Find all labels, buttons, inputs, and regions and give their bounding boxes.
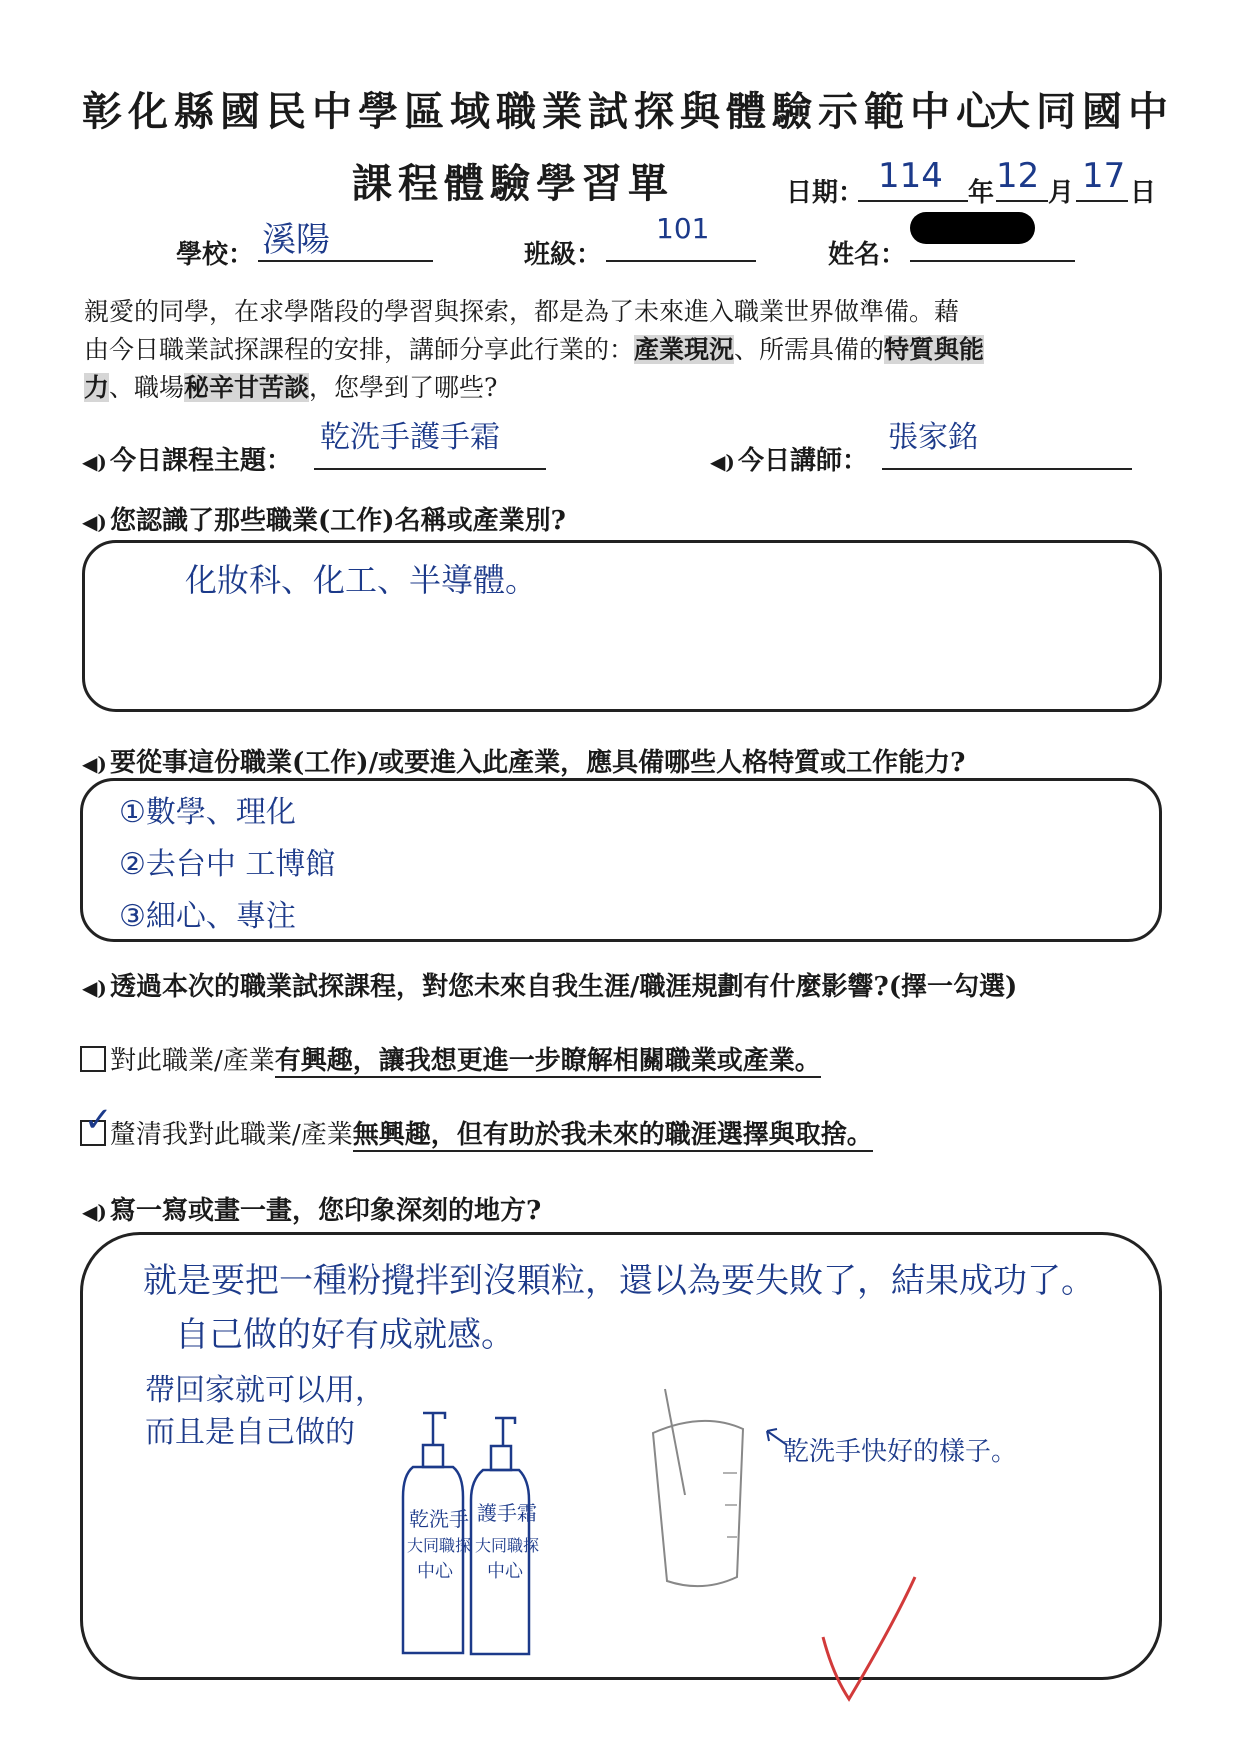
option-2-checkbox[interactable] — [80, 1100, 113, 1146]
q3-question-row — [82, 966, 1017, 1003]
option-1-emphasis: 有興趣，讓我想更進一步瞭解相關職業或產業。 — [274, 1046, 821, 1076]
intro-line-2-mid: 、所需具備的 — [734, 335, 885, 364]
grading-checkmark-icon — [803, 1565, 983, 1715]
intro-line-2-prefix: 由今日職業試探課程的安排，講師分享此行業的： — [84, 335, 635, 364]
month-unit: 月 — [1048, 178, 1075, 208]
school-field[interactable] — [258, 220, 433, 262]
option-2-prefix: 釐清我對此職業/產業 — [110, 1120, 353, 1150]
q2-question-row — [82, 742, 965, 779]
name-label: 姓名： — [828, 240, 907, 270]
q4-line-1: 就是要把一種粉攪拌到沒顆粒，還以為要失敗了，結果成功了。 — [143, 1261, 1095, 1301]
q4-line-2: 自己做的好有成就感。 — [175, 1315, 515, 1355]
class-field[interactable] — [606, 212, 756, 262]
school-title: 大同國中 — [990, 88, 1174, 135]
option-2-emphasis: 無興趣，但有助於我未來的職涯選擇與取捨。 — [352, 1120, 873, 1150]
form-subtitle: 課程體驗學習單 — [352, 160, 674, 207]
month-field[interactable] — [996, 156, 1048, 202]
q2-answer-2: ②去台中 工博館 — [119, 847, 336, 882]
intro-line-3 — [84, 368, 497, 404]
q2-answer-1: ①數學、理化 — [119, 795, 296, 830]
year-field[interactable] — [858, 156, 968, 202]
topic-field[interactable] — [314, 420, 546, 470]
megaphone-icon: ◀) — [82, 752, 107, 776]
q1-answer: 化妝科、化工、半導體。 — [185, 561, 538, 599]
q2-answer-box[interactable] — [80, 778, 1162, 942]
beaker-drawing — [633, 1385, 773, 1605]
day-unit: 日 — [1130, 178, 1157, 208]
bottle-1-label-c: 中心 — [417, 1561, 453, 1582]
q2-question: 要從事這份職業(工作)/或要進入此產業，應具備哪些人格特質或工作能力? — [110, 748, 966, 778]
bottle-2-label-c: 中心 — [487, 1561, 523, 1582]
megaphone-icon: ◀) — [710, 450, 735, 474]
q3-question: 透過本次的職業試探課程，對您未來自我生涯/職涯規劃有什麼影響?(擇一勾選) — [110, 972, 1018, 1002]
name-field[interactable] — [910, 224, 1075, 262]
year-unit: 年 — [968, 178, 995, 208]
beaker-note: 乾洗手快好的樣子。 — [783, 1437, 1018, 1467]
intro-highlight-traits: 特質與能 — [884, 335, 985, 364]
option-1-prefix: 對此職業/產業 — [110, 1046, 275, 1076]
teacher-label: 今日講師： — [738, 446, 869, 476]
school-value: 溪陽 — [262, 220, 330, 260]
intro-line-3-mid: 、職場 — [109, 373, 185, 402]
class-label: 班級： — [524, 240, 603, 270]
bottle-1-label-b: 大同職探 — [407, 1536, 472, 1555]
q3-option-1[interactable] — [80, 1040, 821, 1077]
intro-line-2 — [84, 330, 984, 366]
q2-answer-3: ③細心、專注 — [119, 899, 296, 934]
option-1-checkbox[interactable] — [80, 1046, 106, 1072]
q3-option-2[interactable] — [80, 1100, 873, 1151]
q1-answer-box[interactable] — [82, 540, 1162, 712]
megaphone-icon: ◀) — [82, 976, 107, 1000]
q4-drawing-box[interactable] — [80, 1232, 1162, 1680]
topic-label-row — [82, 440, 292, 477]
bottle-2-label-a: 護手霜 — [477, 1501, 537, 1525]
class-value: 101 — [656, 212, 710, 245]
intro-line-1: 親愛的同學，在求學階段的學習與探索，都是為了未來進入職業世界做準備。藉 — [84, 297, 960, 326]
form-title: 彰化縣國民中學區域職業試探與體驗示範中心 — [82, 88, 1002, 135]
day-value: 17 — [1082, 156, 1126, 196]
q4-line-3: 帶回家就可以用， — [145, 1373, 385, 1408]
checkmark-icon: ✓ — [84, 1100, 113, 1140]
bottle-2-label-b: 大同職探 — [475, 1536, 540, 1555]
teacher-label-row — [710, 440, 868, 477]
intro-highlight-traits-end: 力 — [84, 373, 110, 402]
intro-line-3-suffix: ，您學到了哪些? — [309, 373, 498, 402]
name-redaction — [910, 212, 1035, 244]
month-value: 12 — [996, 156, 1040, 196]
topic-value: 乾洗手護手霜 — [320, 420, 500, 455]
teacher-value: 張家銘 — [888, 420, 978, 455]
topic-label: 今日課程主題： — [110, 446, 293, 476]
bottle-1-label-a: 乾洗手 — [409, 1507, 469, 1531]
day-field[interactable] — [1076, 156, 1128, 202]
megaphone-icon: ◀) — [82, 510, 107, 534]
school-label: 學校： — [176, 240, 255, 270]
date-label: 日期： — [786, 178, 865, 208]
q1-question-row — [82, 500, 566, 537]
teacher-field[interactable] — [882, 420, 1132, 470]
intro-highlight-industry: 產業現況 — [634, 335, 735, 364]
year-value: 114 — [878, 156, 943, 196]
megaphone-icon: ◀) — [82, 1200, 107, 1224]
intro-highlight-insider: 秘辛甘苦談 — [184, 373, 310, 402]
q1-question: 您認識了那些職業(工作)名稱或產業別? — [110, 506, 566, 536]
q4-line-4: 而且是自己做的 — [145, 1415, 355, 1450]
q4-question-row — [82, 1190, 541, 1227]
q4-question: 寫一寫或畫一畫，您印象深刻的地方? — [110, 1196, 542, 1226]
megaphone-icon: ◀) — [82, 450, 107, 474]
